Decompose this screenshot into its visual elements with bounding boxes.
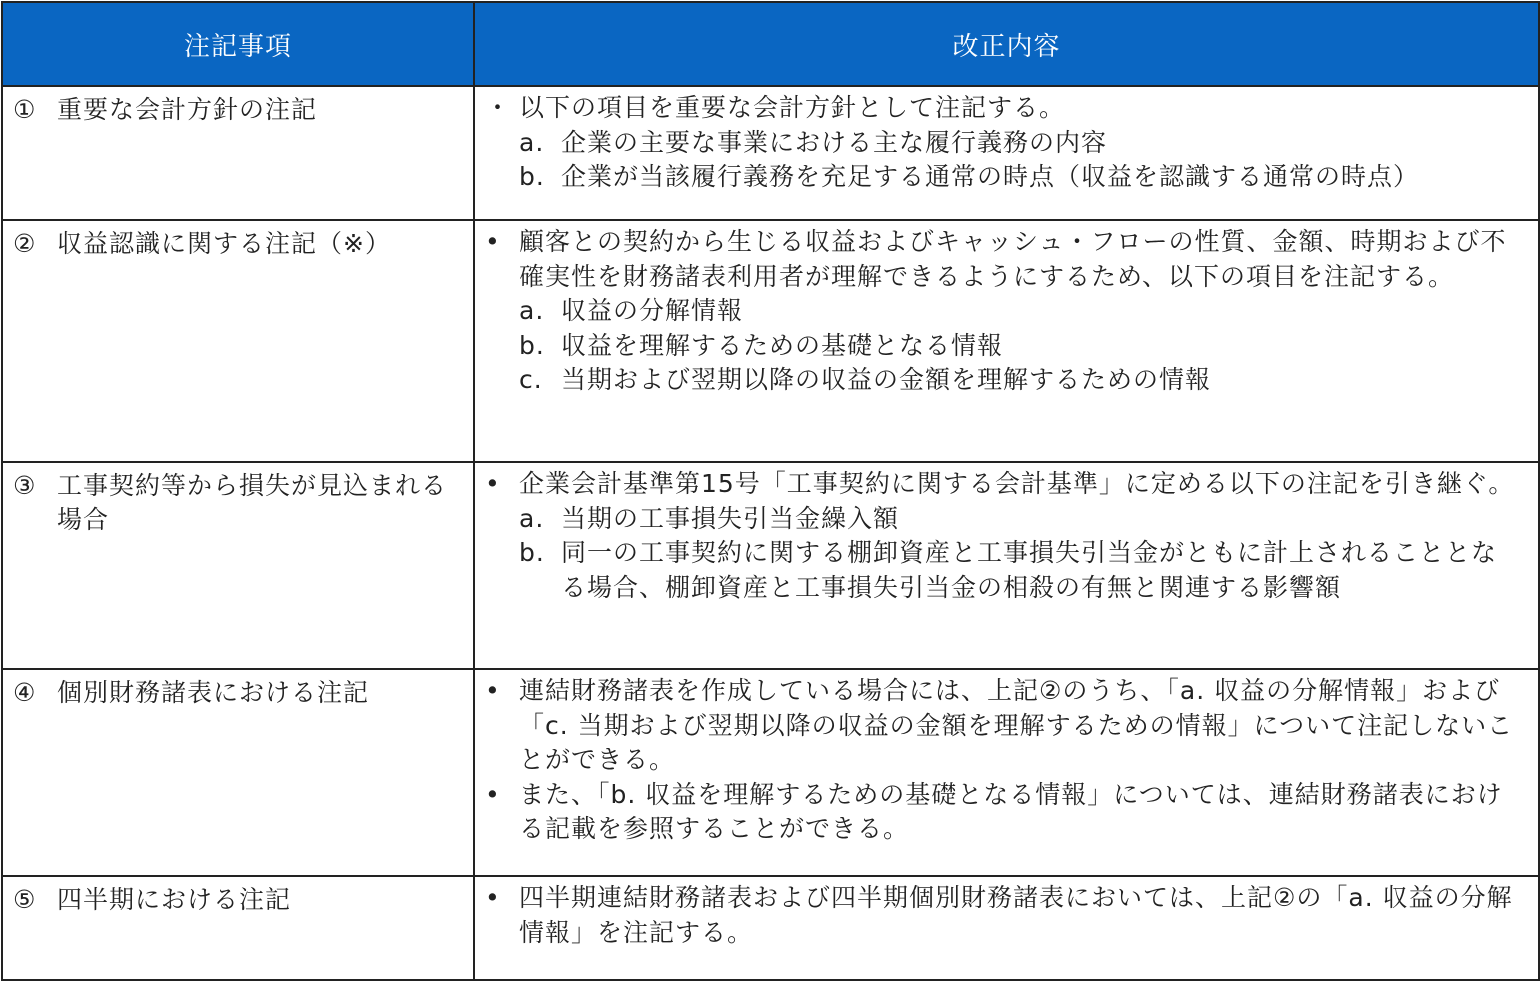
- sub-item: [483, 160, 1516, 195]
- sub-text: 企業の主要な事業における主な履行義務の内容: [561, 127, 1108, 157]
- table-row: [2, 462, 1539, 669]
- sub-text: 企業が当該履行義務を充足する通常の時点（収益を認識する通常の時点）: [561, 162, 1420, 191]
- bullet: [483, 225, 1516, 294]
- sub-label: c.: [519, 365, 543, 394]
- sub-label: b.: [519, 538, 545, 567]
- item-title: 工事契約等から損失が見込まれる場合: [57, 471, 448, 534]
- sub-label: a.: [519, 127, 545, 157]
- bullet: [483, 467, 1516, 502]
- bullet-text: 顧客との契約から生じる収益およびキャッシュ・フローの性質、金額、時期および不確実性を財務諸表利用者が理解できるようにするため、以下の項目を注記する。: [519, 227, 1507, 291]
- content-cell: [474, 876, 1539, 980]
- item-number: ①: [13, 95, 37, 124]
- bullet-icon: •: [485, 469, 501, 498]
- item-cell: [2, 220, 474, 462]
- sub-text: 当期および翌期以降の収益の金額を理解するための情報: [561, 365, 1212, 394]
- header-row: [2, 2, 1539, 86]
- bullet-icon: •: [485, 676, 501, 705]
- item-cell: [2, 462, 474, 669]
- bullet-icon: •: [485, 227, 501, 256]
- sub-label: a.: [519, 503, 545, 533]
- item-title: 個別財務諸表における注記: [57, 678, 370, 707]
- table-row: [2, 669, 1539, 876]
- bullet-text: また、「b. 収益を理解するための基礎となる情報」については、連結財務諸表における記載を参照することができる。: [519, 779, 1503, 843]
- table-row: [2, 86, 1539, 220]
- notes-table: [1, 1, 1540, 981]
- content-cell: [474, 220, 1539, 462]
- bullet-icon: ・: [485, 93, 512, 122]
- sub-text: 当期の工事損失引当金繰入額: [561, 503, 900, 533]
- sub-label: b.: [519, 162, 545, 191]
- item-title: 四半期における注記: [57, 885, 292, 914]
- item-title: 収益認識に関する注記（※）: [57, 229, 391, 258]
- item-number: ⑤: [13, 885, 37, 914]
- item-title: 重要な会計方針の注記: [57, 95, 318, 124]
- sub-text: 収益の分解情報: [561, 296, 744, 325]
- item-cell: [2, 876, 474, 980]
- item-number: ②: [13, 229, 37, 258]
- sub-text: 同一の工事契約に関する棚卸資産と工事損失引当金がともに計上されることとなる場合、棚卸資産と工事損失引当金の相殺の有無と関連する影響額: [561, 538, 1498, 602]
- bullet: [483, 881, 1516, 950]
- item-number: ④: [13, 678, 37, 707]
- sub-item: [483, 363, 1516, 398]
- header-col-content: 改正内容: [474, 2, 1539, 86]
- bullet: [483, 674, 1516, 778]
- bullet: [483, 778, 1516, 847]
- sub-item: [483, 329, 1516, 364]
- bullet-text: 連結財務諸表を作成している場合には、上記②のうち、「a. 収益の分解情報」および「c. 当期および翌期以降の収益の金額を理解するための情報」について注記しないことができる。: [519, 676, 1514, 774]
- content-cell: [474, 462, 1539, 669]
- sub-text: 収益を理解するための基礎となる情報: [561, 330, 1004, 360]
- item-cell: [2, 86, 474, 220]
- sub-item: [483, 536, 1516, 605]
- bullet-icon: •: [485, 779, 501, 809]
- sub-label: b.: [519, 330, 545, 360]
- bullet-icon: •: [485, 883, 501, 912]
- bullet-text: 企業会計基準第15号「工事契約に関する会計基準」に定める以下の注記を引き継ぐ。: [519, 469, 1515, 498]
- header-col-item: 注記事項: [2, 2, 474, 86]
- sub-label: a.: [519, 296, 545, 325]
- sub-item: [483, 294, 1516, 329]
- table-row: [2, 220, 1539, 462]
- content-cell: [474, 86, 1539, 220]
- content-cell: [474, 669, 1539, 876]
- sub-item: [483, 502, 1516, 537]
- sub-item: [483, 126, 1516, 161]
- bullet-text: 以下の項目を重要な会計方針として注記する。: [519, 93, 1066, 122]
- bullet-text: 四半期連結財務諸表および四半期個別財務諸表においては、上記②の「a. 収益の分解情報」を注記する。: [519, 883, 1513, 947]
- item-cell: [2, 669, 474, 876]
- item-number: ③: [13, 471, 37, 500]
- bullet: [483, 91, 1516, 126]
- table-row: [2, 876, 1539, 980]
